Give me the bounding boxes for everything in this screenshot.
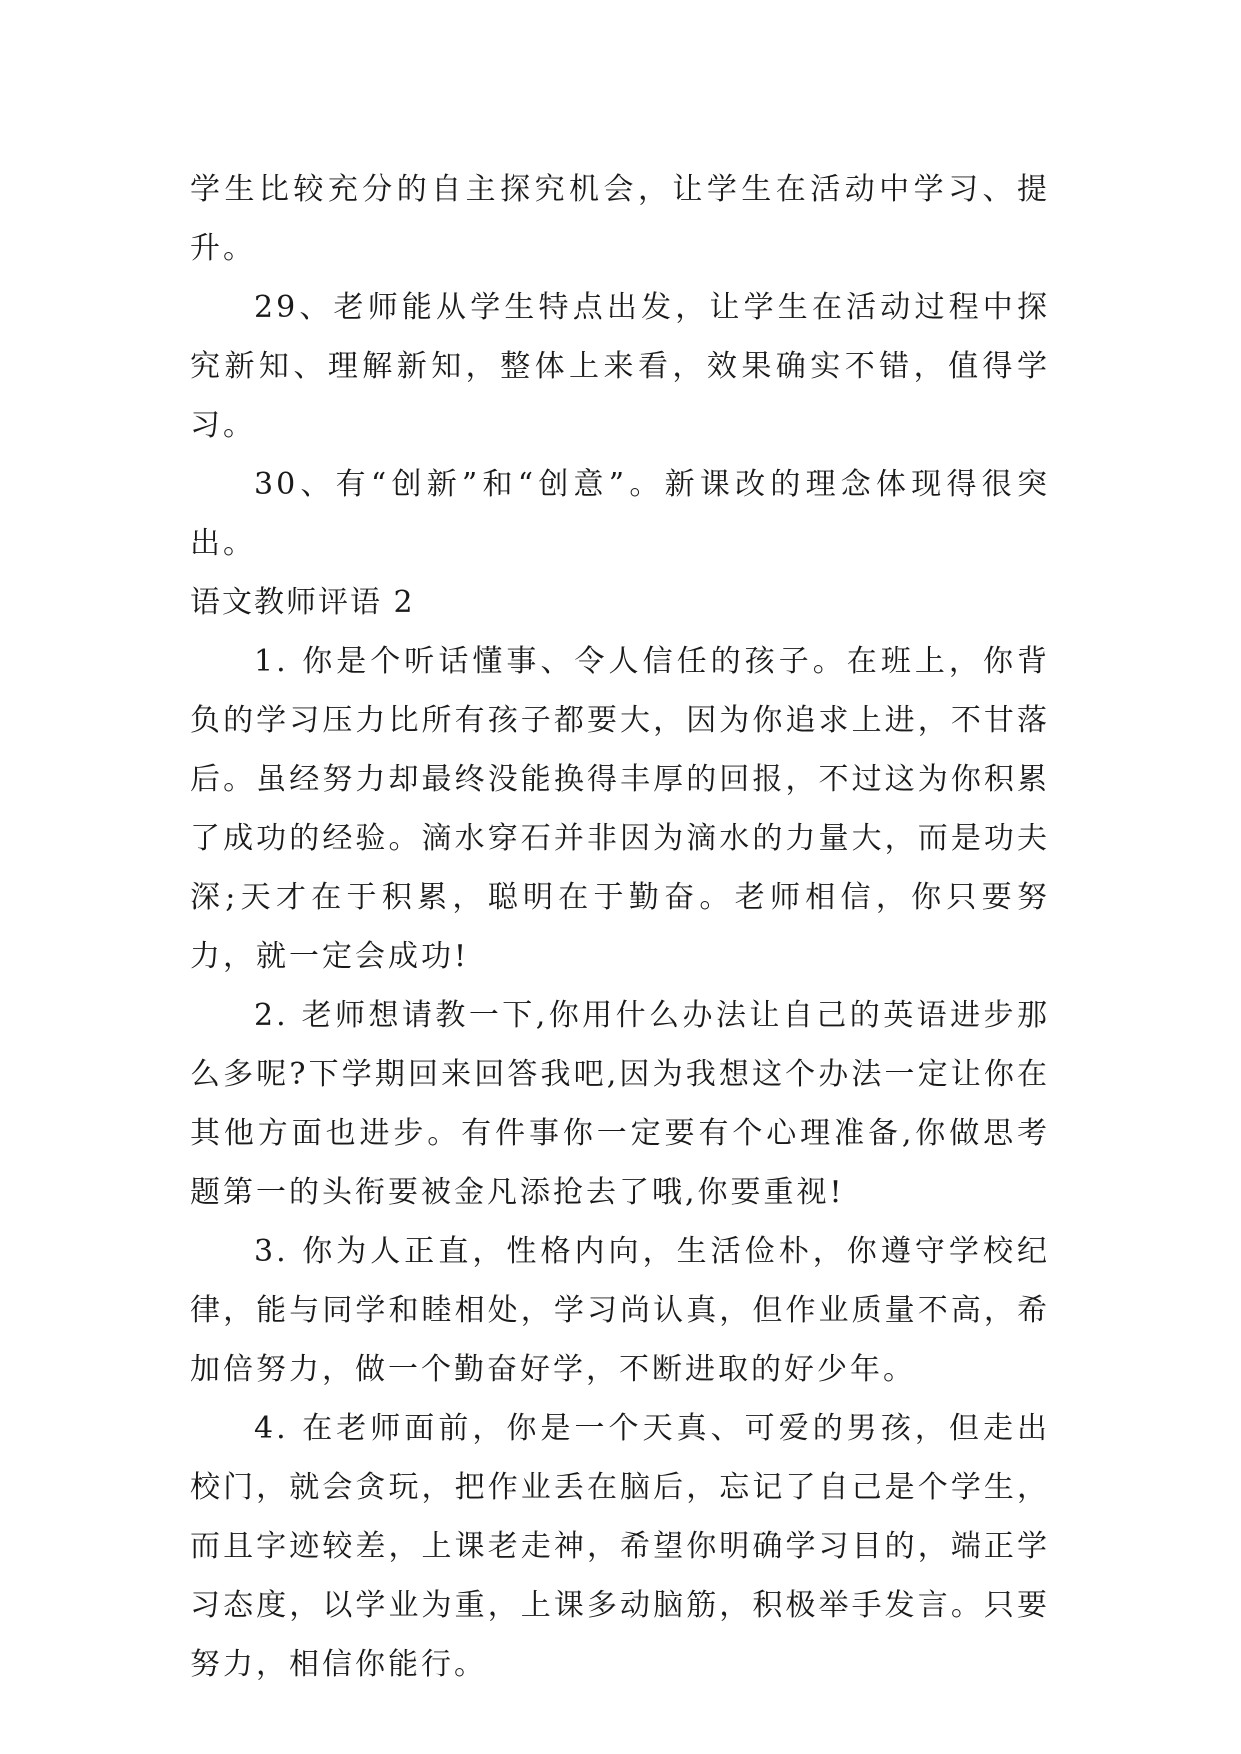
comment-1: 1. 你是个听话懂事、令人信任的孩子。在班上，你背负的学习压力比所有孩子都要大，因为你追求上进，不甘落后。虽经努力却最终没能换得丰厚的回报，不过这为你积累了成功的经验。滴水穿石并非因为滴水的力量大，而是功夫深;天才在于积累，聪明在于勤奋。老师相信，你只要努力，就一定会成功! [190,644,1050,974]
comment-2: 2. 老师想请教一下,你用什么办法让自己的英语进步那么多呢?下学期回来回答我吧,因为我想这个办法一定让你在其他方面也进步。有件事你一定要有个心理准备,你做思考题第一的头衔要被金凡添抢去了哦,你要重视! [190,998,1050,1210]
document-body [190,160,1050,1694]
paragraph-30: 30、有“创新”和“创意”。新课改的理念体现得很突出。 [190,467,1050,561]
comment-3: 3. 你为人正直，性格内向，生活俭朴，你遵守学校纪律，能与同学和睦相处，学习尚认真，但作业质量不高，希加倍努力，做一个勤奋好学，不断进取的好少年。 [190,1234,1050,1387]
paragraph-continued: 学生比较充分的自主探究机会，让学生在活动中学习、提升。 [190,172,1050,266]
section-heading: 语文教师评语 2 [190,585,415,620]
comment-4: 4. 在老师面前，你是一个天真、可爱的男孩，但走出校门，就会贪玩，把作业丢在脑后，忘记了自己是个学生，而且字迹较差，上课老走神，希望你明确学习目的，端正学习态度，以学业为重，上课多动脑筋，积极举手发言。只要努力，相信你能行。 [190,1411,1050,1682]
paragraph-29: 29、老师能从学生特点出发，让学生在活动过程中探究新知、理解新知，整体上来看，效果确实不错，值得学习。 [190,290,1050,443]
